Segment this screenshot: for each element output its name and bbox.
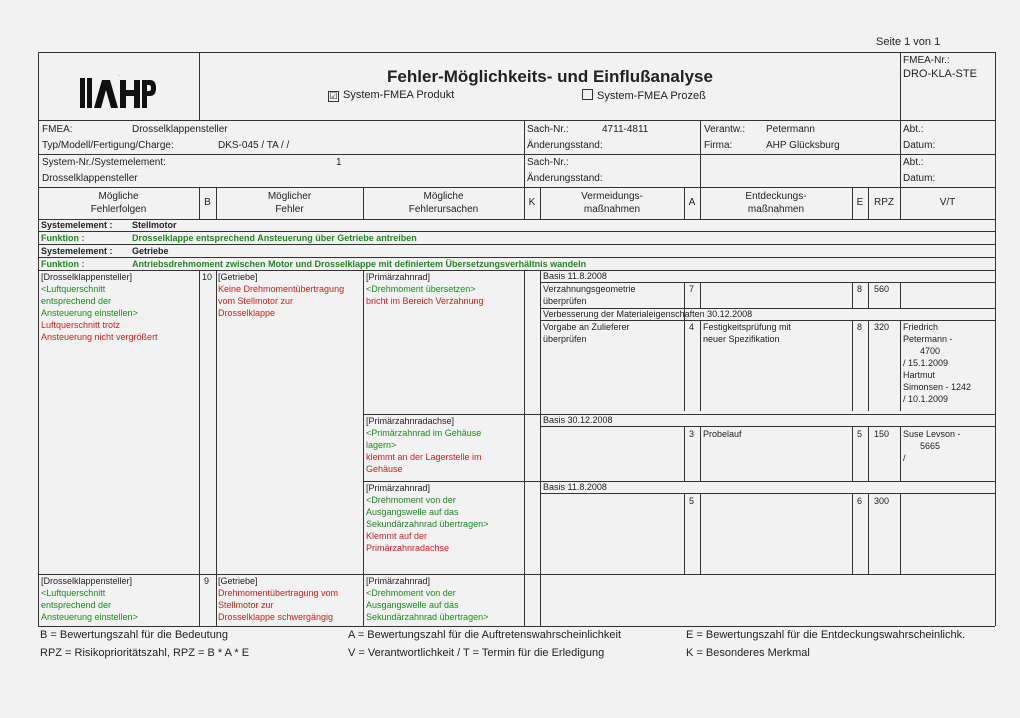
folge-failure: Ansteuerung nicht vergrößert — [41, 332, 158, 342]
fehler-text: Drosselklappe schwergängig — [218, 612, 334, 622]
fehler-header: [Getriebe] — [218, 272, 258, 282]
cause-failure: Gehäuse — [366, 464, 403, 474]
legend-a: A = Bewertungszahl für die Auftretenswahrscheinlichkeit — [348, 629, 622, 641]
basis-date: Basis 11.8.2008 — [543, 271, 607, 281]
band-fk1-value: Drosselklappe entsprechend Ansteuerung über Getriebe antreiben — [132, 233, 417, 243]
col-vermeidung-2: maßnahmen — [583, 204, 641, 215]
entdeckung-text: Festigkeitsprüfung mit — [703, 322, 792, 332]
entdeckung-text: neuer Spezifikation — [703, 334, 780, 344]
cause-failure: bricht im Bereich Verzahnung — [366, 296, 484, 306]
vermeidung-text: Verzahnungsgeometrie — [543, 284, 636, 294]
band-fk2-value: Antriebsdrehmoment zwischen Motor und Drosselklappe mit definiertem Übersetzungsverhältnis wandeln — [132, 259, 587, 269]
a-value: 5 — [689, 496, 695, 506]
cause-function: Sekundärzahnrad übertragen> — [366, 519, 489, 529]
vt-text: 5665 — [920, 441, 941, 451]
cause-failure: klemmt an der Lagerstelle im — [366, 452, 482, 462]
b-value: 10 — [202, 272, 213, 282]
fehler-text: Drehmomentübertragung vom — [218, 588, 339, 598]
band-fk1-label: Funktion : — [41, 233, 85, 243]
vermeidung-text: überprüfen — [543, 296, 587, 306]
fehler-text: Keine Drehmomentübertragung — [218, 284, 345, 294]
entdeckung-text: Probelauf — [703, 429, 742, 439]
sach-label: Sach-Nr.: — [527, 124, 569, 135]
vt-text: 4700 — [920, 346, 941, 356]
fehler-header: [Getriebe] — [218, 576, 258, 586]
vermeidung-text: Vorgabe an Zulieferer — [543, 322, 630, 332]
typ-value: DKS-045 / TA / / — [218, 140, 290, 151]
system-label: System-Nr./Systemelement: — [42, 157, 166, 168]
option-fmea-process[interactable]: System-FMEA Prozeß — [582, 89, 706, 103]
folge-function: Ansteuerung einstellen> — [41, 308, 138, 318]
verantw-value: Petermann — [766, 124, 815, 135]
cause-function: <Drehmoment von der — [366, 495, 456, 505]
folge-function: entsprechend der — [41, 296, 112, 306]
abt-label-2: Abt.: — [903, 157, 924, 168]
abt-label: Abt.: — [903, 124, 924, 135]
e-value: 8 — [857, 284, 863, 294]
checkbox-process[interactable] — [582, 89, 593, 100]
rpz-value: 560 — [874, 284, 890, 294]
cause-header: [Primärzahnrad] — [366, 483, 431, 493]
sach-value: 4711-4811 — [602, 124, 649, 135]
col-rpz: RPZ — [874, 197, 894, 208]
logo-text: AHP — [118, 76, 121, 77]
col-folgen-2: Fehlerfolgen — [90, 204, 147, 215]
e-value: 5 — [857, 429, 863, 439]
vt-text: Friedrich — [903, 322, 939, 332]
e-value: 8 — [857, 322, 863, 332]
legend-k: K = Besonderes Merkmal — [686, 647, 810, 659]
fehler-text: Drosselklappe — [218, 308, 276, 318]
datum-label-2: Datum: — [903, 173, 936, 184]
sach-label-2: Sach-Nr.: — [527, 157, 569, 168]
fehler-text: Stellmotor zur — [218, 600, 274, 610]
col-entdeckung-2: maßnahmen — [747, 204, 805, 215]
col-vt: V/T — [939, 197, 956, 208]
rpz-value: 150 — [874, 429, 890, 439]
folge-failure: Luftquerschnitt trotz — [41, 320, 121, 330]
legend-v: V = Verantwortlichkeit / T = Termin für die Erledigung — [348, 647, 605, 659]
a-value: 4 — [689, 322, 695, 332]
improvement-note: Verbesserung der Materialeigenschaften 30.12.2008 — [543, 309, 753, 319]
basis-date: Basis 30.12.2008 — [543, 415, 613, 425]
basis-date: Basis 11.8.2008 — [543, 482, 607, 492]
firma-label: Firma: — [704, 140, 733, 151]
a-value: 3 — [689, 429, 695, 439]
ahp-logo — [80, 68, 156, 113]
col-k: K — [528, 197, 536, 208]
band-se2-label: Systemelement : — [41, 246, 113, 256]
folge-header: [Drosselklappensteller] — [41, 272, 133, 282]
page-number: Seite 1 von 1 — [876, 36, 941, 48]
col-ursachen-1: Mögliche — [423, 191, 464, 202]
col-folgen-1: Mögliche — [98, 191, 139, 202]
e-value: 6 — [857, 496, 863, 506]
a-value: 7 — [689, 284, 695, 294]
col-a: A — [688, 197, 696, 208]
aend-label: Änderungsstand: — [527, 140, 603, 151]
cause-function: <Primärzahnrad im Gehäuse — [366, 428, 482, 438]
cause-failure: Klemmt auf der — [366, 531, 428, 541]
vermeidung-text: überprüfen — [543, 334, 587, 344]
folge-function: <Luftquerschnitt — [41, 284, 106, 294]
col-e: E — [856, 197, 864, 208]
cause-header: [Primärzahnrad] — [366, 576, 431, 586]
b-value: 9 — [204, 576, 210, 586]
folge-function: <Luftquerschnitt — [41, 588, 106, 598]
cause-function: Ausgangswelle auf das — [366, 600, 459, 610]
rpz-value: 300 — [874, 496, 890, 506]
vt-text: / 15.1.2009 — [903, 358, 949, 368]
cause-header: [Primärzahnrad] — [366, 272, 431, 282]
legend-e: E = Bewertungszahl für die Entdeckungswahrscheinlichk. — [686, 629, 966, 641]
vt-text: Suse Levson - — [903, 429, 961, 439]
folge-function: Ansteuerung einstellen> — [41, 612, 138, 622]
legend-b: B = Bewertungszahl für die Bedeutung — [40, 629, 229, 641]
system-value: Drosselklappensteller — [42, 173, 138, 184]
col-ursachen-2: Fehlerursachen — [408, 204, 479, 215]
band-se1-value: Stellmotor — [132, 220, 177, 230]
folge-function: entsprechend der — [41, 600, 112, 610]
system-nr: 1 — [336, 157, 342, 168]
vt-text: / 10.1.2009 — [903, 394, 949, 404]
vt-text: Simonsen - 1242 — [903, 382, 972, 392]
cause-function: Sekundärzahnrad übertragen> — [366, 612, 489, 622]
cause-header: [Primärzahnradachse] — [366, 416, 455, 426]
col-vermeidung-1: Vermeidungs- — [581, 191, 643, 202]
verantw-label: Verantw.: — [704, 124, 746, 135]
cause-function: lagern> — [366, 440, 397, 450]
col-fehler-2: Fehler — [275, 204, 304, 215]
checkbox-product[interactable]: ☑ — [329, 91, 338, 101]
form-title: Fehler-Möglichkeits- und Einflußanalyse — [387, 67, 713, 86]
folge-header: [Drosselklappensteller] — [41, 576, 133, 586]
col-entdeckung-1: Entdeckungs- — [745, 191, 807, 202]
col-b: B — [204, 197, 211, 208]
fmea-nr-value: DRO-KLA-STE — [903, 68, 977, 80]
legend-rpz: RPZ = Risikoprioritätszahl, RPZ = B * A * E — [40, 647, 250, 659]
cause-function: <Drehmoment übersetzen> — [366, 284, 476, 294]
fmea-label: FMEA: — [42, 124, 73, 135]
fmea-value: Drosselklappensteller — [132, 124, 228, 135]
aend-label-2: Änderungsstand: — [527, 173, 603, 184]
cause-failure: Primärzahnradachse — [366, 543, 450, 553]
vt-text: Hartmut — [903, 370, 936, 380]
rpz-value: 320 — [874, 322, 890, 332]
fmea-nr-label: FMEA-Nr.: — [903, 55, 950, 66]
cause-function: <Drehmoment von der — [366, 588, 456, 598]
cause-function: Ausgangswelle auf das — [366, 507, 459, 517]
band-fk2-label: Funktion : — [41, 259, 85, 269]
col-fehler-1: Möglicher — [267, 191, 312, 202]
firma-value: AHP Glücksburg — [766, 140, 840, 151]
band-se1-label: Systemelement : — [41, 220, 113, 230]
vt-text: Petermann - — [903, 334, 953, 344]
typ-label: Typ/Modell/Fertigung/Charge: — [42, 140, 174, 151]
band-se2-value: Getriebe — [132, 246, 169, 256]
datum-label: Datum: — [903, 140, 936, 151]
option-fmea-product[interactable]: ☑ System-FMEA Produkt — [329, 89, 455, 101]
vt-text: / — [903, 453, 906, 463]
fehler-text: vom Stellmotor zur — [218, 296, 294, 306]
